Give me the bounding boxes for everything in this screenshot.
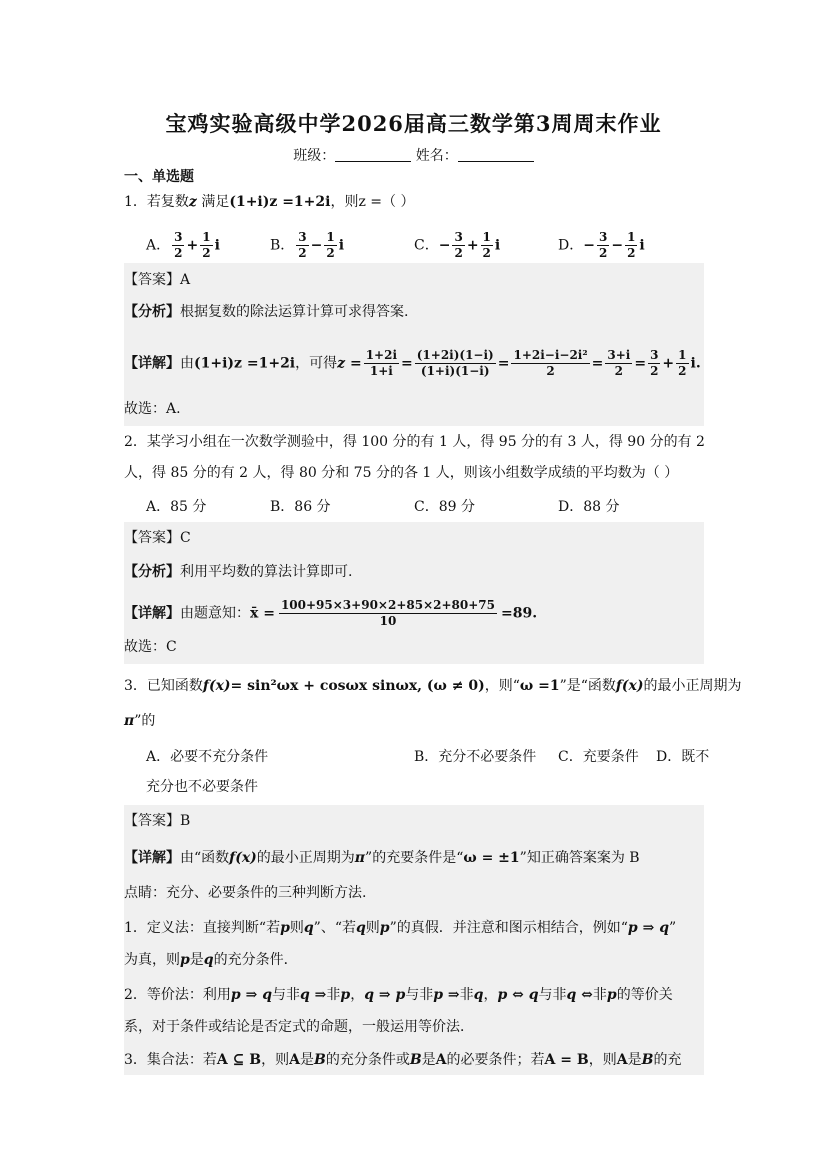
q1-analysis: 【分析】根据复数的除法运算计算可求得答案. xyxy=(124,304,409,320)
q1-choose: 故选：A. xyxy=(124,401,181,417)
q3-method1-line1: 1．定义法：直接判断“若p则q”、“若q则p”的真假．并注意和图示相结合，例如“p ⇒ q” xyxy=(124,920,677,936)
q2-solution-box xyxy=(124,522,704,664)
q2-option-b[interactable]: B．86 分 xyxy=(270,499,331,515)
fraction: $\frac{1}{2}$ xyxy=(326,230,335,260)
q3-detail: 【详解】由“函数f(x)的最小正周期为π”的充要条件是“ω = ±1”知正确答案案为 B xyxy=(124,850,640,866)
q1-stem xyxy=(124,192,414,212)
q1-option-c[interactable]: C．− $\frac{3}{2}$ + $\frac{1}{2}$ i xyxy=(414,230,501,260)
q3-method1-line2: 为真，则p是q的充分条件． xyxy=(124,952,298,968)
q1-stem-post: ，则 xyxy=(330,194,359,210)
q2-option-c[interactable]: C．89 分 xyxy=(414,499,475,515)
q2-choose: 故选：C xyxy=(124,639,177,655)
q1-solution-box xyxy=(124,263,704,426)
option-label: B． xyxy=(270,237,295,254)
student-info-line xyxy=(0,145,827,165)
q3-option-a[interactable]: A．必要不充分条件 xyxy=(146,749,269,765)
q3-note: 点睛：充分、必要条件的三种判断方法. xyxy=(124,885,367,901)
fraction: $\frac{3}{2}$ xyxy=(298,230,307,260)
q3-option-d[interactable]: D．既不 xyxy=(656,749,710,765)
option-label: A． xyxy=(146,237,171,254)
q2-option-a[interactable]: A．85 分 xyxy=(146,499,207,515)
fraction: $\frac{1}{2}$ xyxy=(627,230,636,260)
q2-option-d[interactable]: D．88 分 xyxy=(558,499,620,515)
name-blank[interactable] xyxy=(458,147,534,162)
q2-detail: 【详解】由题意知：x̄ = $\frac{100+95\times 3+90\times 2+85\times 2+80+75}{10}$ =89. xyxy=(124,598,538,628)
page-title: 宝鸡实验高级中学2026届高三数学第3周周末作业 xyxy=(165,111,662,136)
option-label: C． xyxy=(414,237,439,254)
option-label: D． xyxy=(558,237,584,254)
q1-stem-mid: 满足 xyxy=(196,194,230,210)
section-heading: 一、单选题 xyxy=(124,169,194,185)
q2-stem-line1: 2．某学习小组在一次数学测验中，得 100 分的有 1 人，得 95 分的有 3 人，得 90 分的有 2 xyxy=(124,434,705,450)
q3-answer: 【答案】B xyxy=(124,813,191,829)
fraction: $\frac{3}{2}$ xyxy=(598,230,608,260)
q1-option-b[interactable]: B． $\frac{3}{2}$ − $\frac{1}{2}$ i xyxy=(270,230,345,260)
q3-method2-line2: 系，对于条件或结论是否定式的命题，一般运用等价法． xyxy=(124,1019,474,1035)
class-blank[interactable] xyxy=(335,147,411,162)
q1-stem-text: 1．若复数 xyxy=(124,194,189,210)
q1-option-a[interactable]: A． $\frac{3}{2}$ + $\frac{1}{2}$ i xyxy=(146,230,220,260)
q2-stem-line2: 人，得 85 分的有 2 人，得 80 分和 75 分的各 1 人，则该小组数学成绩的平均数为（ ） xyxy=(124,465,679,481)
q3-option-b[interactable]: B．充分不必要条件 xyxy=(414,749,537,765)
q2-analysis: 【分析】利用平均数的算法计算即可. xyxy=(124,564,353,580)
q3-option-c[interactable]: C．充要条件 xyxy=(558,749,639,765)
q3-method2-line1: 2．等价法：利用p ⇒ q与非q ⇒非p，q ⇒ p与非p ⇒非q，p ⇔ q与非q ⇔非p的等价关 xyxy=(124,987,673,1003)
q3-stem-line1: 3．已知函数f(x)= sin²ωx + cosωx sinωx, (ω ≠ 0)，则“ω =1”是“函数f(x)的最小正周期为 xyxy=(124,678,742,694)
q3-method3-line1: 3．集合法：若A ⊆ B，则A是B的充分条件或B是A的必要条件；若A = B，则A是B的充 xyxy=(124,1052,682,1068)
q1-option-d[interactable]: D．− $\frac{3}{2}$ − $\frac{1}{2}$ i xyxy=(558,230,645,260)
fraction: $\frac{3}{2}$ xyxy=(174,230,183,260)
q1-equation: (1+i)z =1+2i xyxy=(229,194,331,210)
q1-z: z xyxy=(188,194,197,210)
q3-option-d-cont: 充分也不必要条件 xyxy=(146,779,258,795)
fraction: $\frac{1}{2}$ xyxy=(202,230,211,260)
q2-answer: 【答案】C xyxy=(124,530,191,546)
q1-detail: 【详解】由(1+i)z =1+2i，可得z = $\frac{1+2i}{1+i}$ = $\frac{(1+2i)(1-i)}{(1+i)(1-i)}$ = $\frac{\text{1+2i−i−2i²}}{2}$ = $\frac{3+i}{2}$ = $\frac{3}{2}$ + $\frac{1}{2}$ i. xyxy=(124,348,701,378)
fraction: $\frac{3}{2}$ xyxy=(454,230,463,260)
q1-stem-end: z =（ ） xyxy=(358,194,415,210)
name-label: 姓名： xyxy=(415,148,458,164)
fraction: $\frac{1}{2}$ xyxy=(482,230,491,260)
q3-stem-line2: π”的 xyxy=(124,713,156,729)
class-label: 班级： xyxy=(293,148,336,164)
q1-answer: 【答案】A xyxy=(124,272,191,288)
